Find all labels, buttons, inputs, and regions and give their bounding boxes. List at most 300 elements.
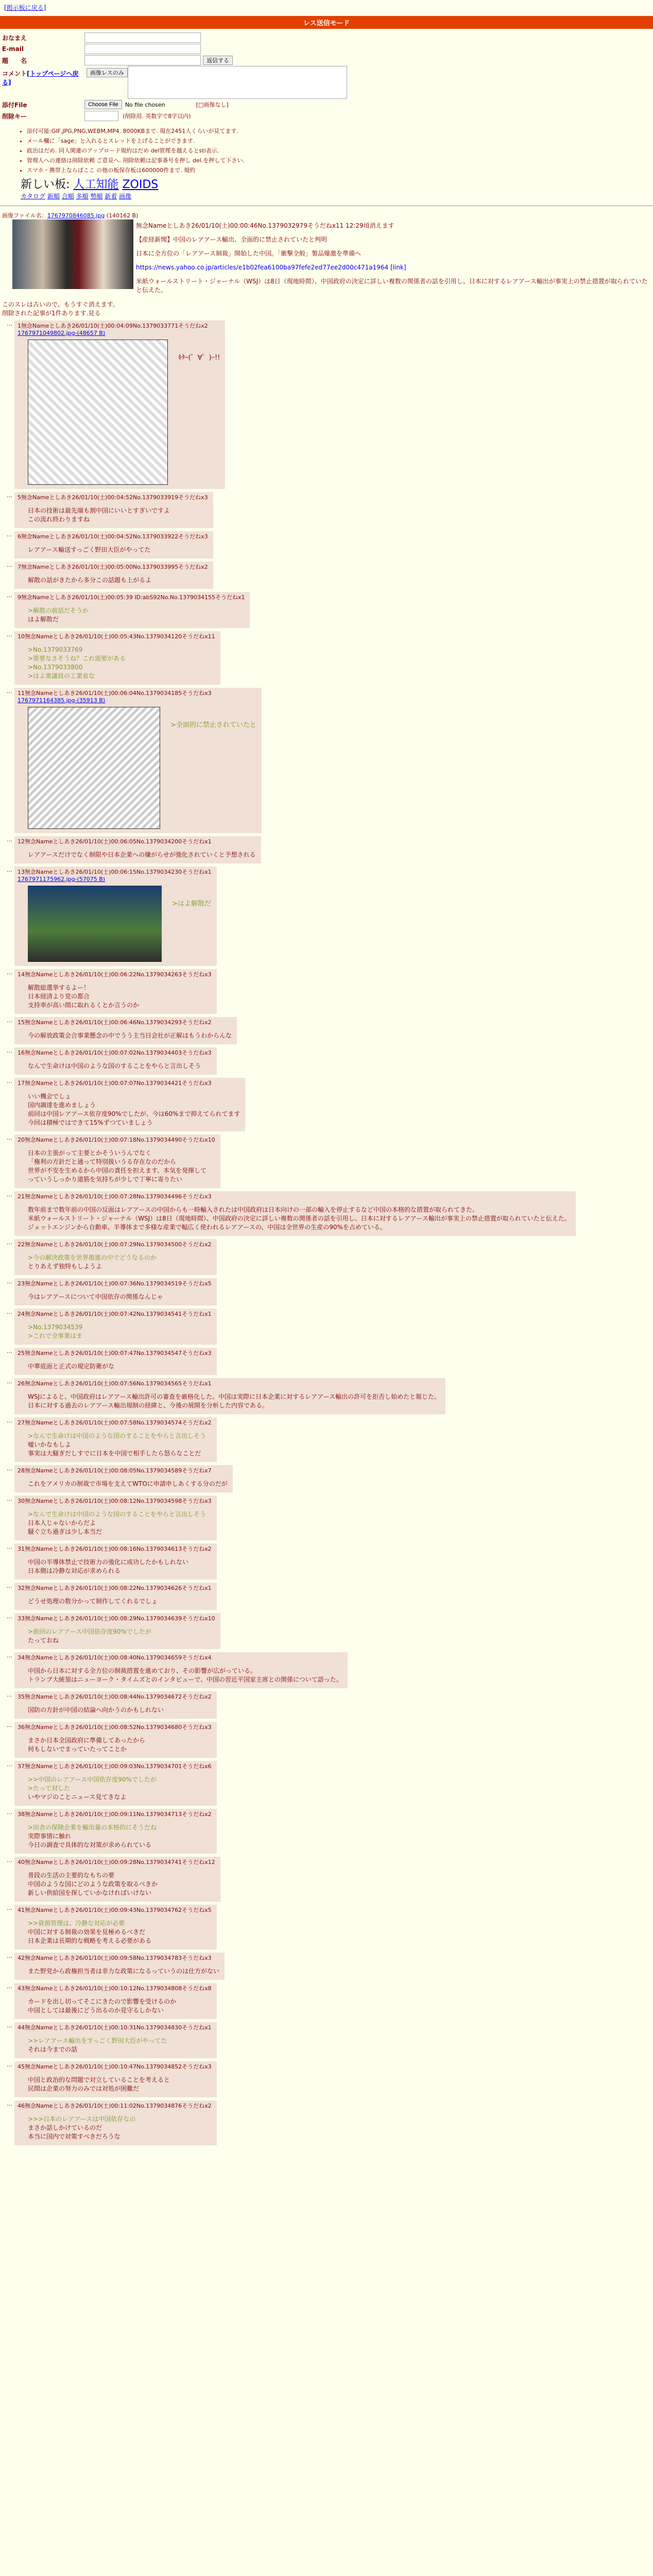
reply-body [28, 1558, 212, 1575]
reply-header [18, 563, 208, 571]
reply-box [14, 1134, 220, 1188]
reply-thumbnail[interactable] [28, 886, 162, 962]
quote-line: >>中国のレアアース中国依存度90%でしたが [28, 1776, 157, 1783]
reply-body [28, 1628, 215, 1645]
reply-body [28, 1736, 212, 1754]
reply-header [18, 1954, 219, 1962]
board-link-ai[interactable]: 人工知能 [73, 178, 119, 191]
reply-number: 43 [18, 1985, 25, 1992]
new-boards-label: 新しい板: [21, 178, 70, 191]
reply-thumbnail[interactable] [28, 340, 168, 485]
reply-meta[interactable]: 無念Nameとしあき26/01/10(土)00:08:22No.1379034626そうだねx1 [25, 1585, 212, 1591]
comment-line: これをアメリカの制裁で市場を支えてWTOに申請申しあくする分のだが [28, 1480, 228, 1487]
reply-header [18, 1079, 240, 1087]
reply-header [18, 1762, 212, 1770]
reply-post [2, 1078, 653, 1131]
reply-number: 23 [18, 1280, 25, 1287]
reply-box [14, 1239, 217, 1275]
reply-number: 35 [18, 1693, 25, 1700]
reply-meta[interactable]: 無念Nameとしあき26/01/10(土)00:07:42No.1379034541そうだねx1 [25, 1311, 212, 1317]
quote-line: >No.1379033800 [28, 664, 83, 671]
reply-meta[interactable]: 無念Nameとしあき26/01/10(土)00:05:39 ID:abS92No.No.1379034155そうだねx1 [21, 594, 245, 601]
op-footer [2, 300, 653, 317]
name-label: おなまえ [2, 34, 27, 42]
reply-comment: ｷﾀｰ(゜∀゜)ｰ!! [178, 354, 220, 362]
reply-box [14, 1278, 217, 1306]
reply-thumbnail[interactable] [28, 707, 160, 829]
op-thumbnail[interactable] [12, 219, 133, 289]
reply-header [18, 1240, 212, 1248]
reply-meta[interactable]: 無念Nameとしあき26/01/10(土)00:07:18No.1379034490そうだねx10 [25, 1137, 215, 1143]
comment-line: いい機会でしょ [28, 1093, 72, 1100]
comment-line: どうせ処理の数分かって制作してくれるでしょ [28, 1598, 158, 1605]
reply-meta[interactable]: 無念Nameとしあき26/01/10(土)00:08:52No.1379034680そうだねx3 [25, 1724, 212, 1731]
reply-post [2, 1191, 653, 1236]
reply-indent-marker: … [7, 1722, 12, 1728]
comment-line: っていうしっかり道筋を気持ちが少しで丁寧に寄りたい [28, 1176, 183, 1183]
reply-meta[interactable]: 無念Nameとしあき26/01/10(土)00:10:47No.1379034852そうだねx3 [25, 2063, 212, 2070]
comment-line: 新しい供給国を探していかなければいけない [28, 1889, 152, 1896]
reply-indent-marker: … [7, 320, 12, 327]
reply-meta[interactable]: 無念Nameとしあき26/01/10(土)00:06:15No.1379034230そうだねx1 [25, 869, 212, 875]
reply-post [2, 2022, 653, 2058]
reply-meta[interactable]: 無念Nameとしあき26/01/10(土)00:06:22No.1379034263そうだねx3 [25, 971, 212, 978]
reply-meta[interactable]: 無念Nameとしあき26/01/10(土)00:07:36No.1379034519そうだねx5 [25, 1280, 212, 1287]
comment-line: 世界が不安を生めるから中国の責任を担えます、本気を発揮して [28, 1167, 207, 1174]
reply-indent-marker: … [7, 531, 12, 538]
choose-file-button[interactable]: Choose File [84, 100, 122, 109]
reply-header [18, 868, 212, 876]
comment-line: 事実は大騒ぎだしすでに日本を中国で相手したら怒らなことだ [28, 1450, 201, 1457]
reply-box [14, 2022, 217, 2058]
reply-box [14, 1309, 217, 1345]
reply-box [14, 1583, 217, 1610]
reply-list [2, 320, 653, 2145]
reply-meta[interactable]: 無念Nameとしあき26/01/10(土)00:05:00No.1379033995そうだねx2 [21, 564, 208, 570]
reply-body [28, 1253, 212, 1271]
reply-box [14, 867, 217, 966]
reply-box [14, 320, 225, 489]
reply-body [28, 1393, 440, 1410]
reply-file-link[interactable]: 1767971049802.jpg-(48657 B) [18, 330, 106, 336]
reply-form [2, 32, 653, 122]
reply-header [18, 532, 208, 540]
rule-item: • スマホ・携帯上ならばここ の他の板保存板は600000件まで. 規約 [27, 166, 653, 174]
reply-body [28, 1919, 212, 1945]
reply-indent-marker: … [7, 2061, 12, 2068]
comment-line: 今回は積極ではできて15%ずつていましょう [28, 1119, 153, 1126]
reply-body [28, 1362, 212, 1371]
reply-post [2, 1378, 653, 1414]
comment-line: 日本経済より党の都合 [28, 993, 90, 1000]
email-input[interactable] [84, 44, 201, 54]
comment-line: 中国の半導体禁止で技術力の強化に成功したかもしれない [28, 1558, 189, 1566]
op-line: 【産経新聞】中国のレアアース輸出、全面的に禁止されていたと判明 [136, 236, 328, 243]
comment-line: 支持率が高い間に取れるくとか言うのか [28, 1002, 140, 1009]
reply-box [14, 2061, 217, 2097]
sort-latest-link[interactable]: 新着 [105, 193, 117, 200]
reply-image-row [18, 883, 212, 962]
submit-reply-button[interactable]: 返信する [203, 56, 233, 65]
reply-box [14, 562, 213, 589]
comment-line: はよ解散だ [28, 616, 59, 623]
comment-line: 日本の技術は最先端も割中国にいいとすぎいですよ [28, 507, 170, 514]
op-line: 日本に全方位の「レアアース制裁」開始した中国。「衝撃全般」製品爆激を準備へ [136, 250, 362, 257]
reply-body [28, 1293, 212, 1301]
reply-body [28, 1206, 571, 1232]
reply-indent-marker: … [7, 1953, 12, 1959]
reply-box [14, 1953, 225, 1980]
reply-number: 11 [18, 690, 25, 697]
reply-post [2, 631, 653, 685]
reply-post [2, 1134, 653, 1188]
reply-header [18, 1614, 215, 1622]
comment-line: 実際事情に触れ [28, 1833, 72, 1840]
reply-body [28, 984, 212, 1010]
reply-number: 24 [18, 1311, 25, 1317]
reply-post [2, 1809, 653, 1854]
reply-header [18, 1310, 212, 1318]
delete-key-row [2, 110, 653, 122]
reply-number: 14 [18, 971, 25, 978]
reply-number: 15 [18, 1019, 25, 1026]
reply-meta[interactable]: 無念Nameとしあき26/01/10(土)00:08:44No.1379034672そうだねx2 [25, 1693, 212, 1700]
reply-meta[interactable]: 無念Nameとしあき26/01/10(土)00:07:02No.1379034403そうだねx3 [25, 1049, 212, 1056]
reply-indent-marker: … [7, 1017, 12, 1024]
reply-header [18, 1858, 215, 1866]
reply-meta[interactable]: 無念Nameとしあき26/01/10(土)00:08:12No.1379034598そうだねx3 [25, 1498, 212, 1504]
reply-number: 44 [18, 2024, 25, 2031]
reply-body [28, 1149, 215, 1184]
comment-line: 中国に対する制裁の効果を見極めるべきだ [28, 1928, 146, 1936]
op-link[interactable]: https://news.yahoo.co.jp/articles/e1b02fea6100ba97fefe2ed77ee2d00c471a1964 [link] [136, 264, 406, 271]
comment-line: 嘘いかなもしよ [28, 1441, 72, 1448]
comment-line: 国防の方針が中国の結論へ向かうのかもしれない [28, 1706, 164, 1714]
reply-indent-marker: … [7, 688, 12, 694]
comment-line: トランプ大統領はニューヨーク・タイムズとのインタビューで、中国の習近平国家主席との関係について語った。 [28, 1676, 342, 1683]
comment-textarea[interactable] [128, 66, 347, 99]
reply-meta[interactable]: 無念Nameとしあき26/01/10(土)00:06:05No.1379034200そうだねx1 [25, 838, 212, 845]
reply-post [2, 1905, 653, 1950]
reply-meta[interactable]: 無念Nameとしあき26/01/10(土)00:07:07No.1379034421そうだねx3 [25, 1080, 212, 1087]
comment-line: 本当に国内で対策すべきだろうな [28, 2133, 121, 2140]
reply-indent-marker: … [7, 2100, 12, 2107]
reply-meta[interactable]: 無念Nameとしあき26/01/10(土)00:04:52No.1379033919そうだねx3 [21, 494, 208, 501]
reply-box [14, 969, 217, 1014]
comment-line: たっておね [28, 1637, 59, 1644]
comment-line: いやマジのことニュース見てきなよ [28, 1793, 127, 1801]
reply-number: 36 [18, 1724, 25, 1731]
reply-body [28, 1871, 215, 1897]
reply-number: 21 [18, 1193, 25, 1200]
reply-body [28, 1823, 212, 1850]
op-line: 米紙ウォールストリート・ジャーナル（WSJ）は8日（現地時間）、中国政府の決定に詳しい複数の関係者の話を引用し、日本に対するレアアース輸出が事実上の禁止措置が取られていたと伝えた。 [136, 278, 648, 294]
reply-meta[interactable]: 無念Nameとしあき26/01/10(土)00:07:28No.1379034496そうだねx3 [25, 1193, 212, 1200]
reply-box [14, 1857, 220, 1902]
comment-line: 今の解放政策会合事業懸念の中でうう主当日会社が正解はもうわからんな [28, 1032, 232, 1039]
reply-box [14, 1691, 217, 1719]
file-row [2, 99, 653, 110]
comment-line: 中国と政治的な問題で対立していることを考えると [28, 2076, 170, 2083]
reply-post [2, 1309, 653, 1345]
reply-post [2, 1417, 653, 1462]
reply-file-link[interactable]: 1767971164385.jpg-(35913 B) [18, 697, 106, 704]
reply-body [28, 851, 256, 859]
reply-header [18, 970, 212, 978]
comment-line: 民間は企業の努力のみでは対処が困難だ [28, 2085, 140, 2092]
reply-number: 37 [18, 1763, 25, 1770]
reply-box [14, 1417, 217, 1462]
reply-header [18, 2062, 212, 2071]
reply-box [14, 1983, 217, 2019]
back-to-board-link[interactable]: [掲示板に戻る] [4, 4, 46, 11]
comment-line: 国内調達を進めましょう [28, 1101, 96, 1109]
reply-number: 5 [18, 494, 21, 501]
comment-line: 何もしないでまっていたってことか [28, 1745, 127, 1753]
comment-line: ジェットエンジンから自動車、半導体まで多様な産業で幅広く使われるレアアースの、中国は全世界の生産の90%を占めている。 [28, 1224, 386, 1231]
reply-mode-bar: レス送信モード [0, 16, 653, 29]
comment-line: 中国としては最後にどう出るのか見守るしかない [28, 2007, 164, 2014]
comment-line: 日本人じゃないからだよ [28, 1519, 96, 1527]
quote-line: >No.1379033769 [28, 646, 83, 653]
comment-line: まさか話しかけているのだ [28, 2124, 102, 2131]
reply-box [14, 1652, 348, 1688]
image-only-button[interactable]: 画像レスのみ [87, 68, 128, 77]
comment-line: 普段の生活の主要的なもちの要 [28, 1872, 115, 1879]
reply-indent-marker: … [7, 1047, 12, 1054]
reply-file-link[interactable]: 1767971175962.jpg-(57075 B) [18, 876, 106, 883]
reply-body [28, 2115, 212, 2141]
quote-line: >これで全事業はま [28, 1332, 83, 1340]
reply-body [28, 2076, 212, 2093]
reply-meta[interactable]: 無念Nameとしあき26/01/10(土)00:07:58No.1379034574そうだねx2 [25, 1419, 212, 1426]
reply-meta[interactable]: 無念Nameとしあき26/01/10(土)00:04:09No.1379033771そうだねx2 [21, 323, 208, 329]
reply-box [14, 1613, 220, 1649]
quote-line: >たって対した [28, 1785, 71, 1792]
reply-header [18, 493, 208, 501]
reply-body [28, 506, 208, 524]
reply-post [2, 969, 653, 1014]
file-status: No file chosen [125, 101, 165, 108]
comment-line: カードを出し切ってそこにきたので影響を受けるのか [28, 1998, 177, 2005]
rules-list [21, 127, 653, 174]
reply-post [2, 2061, 653, 2097]
comment-line: レアアース輸送すっごく野田大臣がやってた [28, 546, 151, 553]
reply-header [18, 321, 220, 330]
reply-box [14, 1905, 217, 1950]
comment-line: 今はレアアースについて中国依存の関係なんじゃ [28, 1293, 163, 1300]
op-file-link[interactable]: 1767970846085.jpg [47, 212, 105, 219]
op-header: 無念Nameとしあき26/01/10(土)00:00:46No.1379032979そうだねx11 12:29頃消えます [136, 222, 394, 229]
comment-line: 数年前まで数年前の中国の反面はレアアースの中国からも一時輸入されたは中国政府は日本向けの一部の輸入を停止するなど中国の本格的な措置が取られてきた。 [28, 1206, 479, 1213]
reply-body [28, 1667, 342, 1684]
reply-indent-marker: … [7, 1348, 12, 1354]
quote-line: >はよ衆議員の工業省な [28, 672, 95, 680]
reply-indent-marker: … [7, 836, 12, 843]
name-row [2, 32, 653, 43]
reply-indent-marker: … [7, 1496, 12, 1502]
reply-header [18, 1692, 212, 1701]
comment-line: 「権利の方針だと通って特別扱いうる存在なのだから [28, 1158, 177, 1165]
reply-body [28, 576, 208, 585]
comment-top-link[interactable]: [トップページへ戻る] [2, 70, 79, 86]
reply-meta[interactable]: 無念Nameとしあき26/01/10(土)00:08:29No.1379034639そうだねx10 [25, 1615, 215, 1622]
reply-meta[interactable]: 無念Nameとしあき26/01/10(土)00:06:04No.1379034185そうだねx3 [25, 690, 212, 697]
delete-key-input[interactable] [84, 111, 118, 121]
quote-line: >なんで生命けは中国のような国のすることをやらと言出しそう [28, 1511, 207, 1518]
reply-box [14, 1348, 217, 1375]
reply-meta[interactable]: 無念Nameとしあき26/01/10(土)00:05:43No.1379034120そうだねx11 [25, 633, 215, 640]
reply-header [18, 1048, 212, 1057]
reply-post [2, 1544, 653, 1580]
comment-line: WSJによると、中国政府はレアアース輸出許可の審査を厳格化した。中国は実際に日本企業に対するレアアース輸出の許可を拒否し始めたと報じた。 [28, 1393, 441, 1400]
reply-header [18, 1810, 212, 1818]
reply-box [14, 631, 220, 685]
reply-box [14, 1722, 217, 1758]
name-input[interactable] [84, 32, 201, 43]
reply-post [2, 1348, 653, 1375]
reply-header [18, 689, 256, 697]
reply-post [2, 1047, 653, 1075]
reply-indent-marker: … [7, 592, 12, 599]
sort-many-link[interactable]: 多順 [76, 193, 89, 200]
reply-number: 1 [18, 323, 21, 329]
reply-box [14, 531, 213, 558]
reply-number: 31 [18, 1546, 25, 1552]
reply-box [14, 1378, 445, 1414]
delete-key-label: 削除キー [2, 112, 27, 120]
reply-number: 9 [18, 594, 21, 601]
reply-indent-marker: … [7, 1652, 12, 1659]
sort-image-link[interactable]: 画像 [119, 193, 132, 200]
reply-post [2, 1983, 653, 2019]
board-link-zoids[interactable]: ZOIDS [122, 178, 159, 191]
reply-number: 28 [18, 1467, 25, 1474]
reply-meta[interactable]: 無念Nameとしあき26/01/10(土)00:09:03No.1379034701そうだねx6 [25, 1763, 212, 1770]
reply-post [2, 1278, 653, 1306]
subject-row [2, 55, 653, 66]
reply-indent-marker: … [7, 1905, 12, 1911]
reply-number: 22 [18, 1241, 25, 1248]
comment-line: 日本の主張がって主要とかそういうんでなく [28, 1149, 152, 1157]
reply-body [28, 1967, 219, 1976]
reply-header [18, 1379, 440, 1387]
reply-indent-marker: … [7, 1078, 12, 1084]
reply-meta[interactable]: 無念Nameとしあき26/01/10(土)00:08:05No.1379034589そうだねx7 [25, 1467, 212, 1474]
reply-meta[interactable]: 無念Nameとしあき26/01/10(土)00:07:29No.1379034500そうだねx2 [25, 1241, 212, 1248]
top-links [0, 0, 653, 13]
reply-meta[interactable]: 無念Nameとしあき26/01/10(土)00:10:31No.1379034830そうだねx1 [25, 2024, 212, 2031]
reply-box [14, 2100, 217, 2145]
reply-header [18, 1584, 212, 1592]
reply-number: 40 [18, 1859, 25, 1866]
reply-post [2, 1953, 653, 1980]
reply-number: 41 [18, 1907, 25, 1913]
reply-post [2, 1017, 653, 1044]
reply-meta[interactable]: 無念Nameとしあき26/01/10(土)00:08:16No.1379034613そうだねx2 [25, 1546, 212, 1552]
quote-line: >解散の前話だそうか [28, 607, 89, 614]
op-file-label: 画像ファイル名： [2, 212, 47, 219]
reply-body [28, 1480, 228, 1488]
reply-post [2, 320, 653, 489]
comment-line: 今日の調査で具体的な対策が求められている [28, 1841, 152, 1849]
email-label: E-mail [2, 45, 24, 53]
reply-box [14, 1544, 217, 1580]
sort-momentum-link[interactable]: 勢順 [90, 193, 103, 200]
reply-header [18, 837, 256, 845]
comment-line: 米紙ウォールストリート・ジャーナル（WSJ）は8日（現地時間）、中国政府の決定に詳しい複数の関係者の話を引用し、日本に対するレアアース輸出が事実上の禁止措置が取られていたと伝えた。 [28, 1215, 571, 1222]
reply-meta[interactable]: 無念Nameとしあき26/01/10(土)00:09:43No.1379034762そうだねx5 [25, 1907, 212, 1913]
comment-row [2, 66, 653, 99]
reply-header [18, 1349, 212, 1357]
reply-indent-marker: … [7, 1417, 12, 1424]
comment-label-group [2, 66, 84, 87]
reply-indent-marker: … [7, 1239, 12, 1246]
reply-meta[interactable]: 無念Nameとしあき26/01/10(土)00:10:12No.1379034808そうだねx8 [25, 1985, 212, 1992]
reply-post [2, 1496, 653, 1540]
comment-line: 中国のような国にどのような政策を取るべきか [28, 1880, 158, 1888]
reply-meta[interactable]: 無念Nameとしあき26/01/10(土)00:08:40No.1379034659そうだねx4 [25, 1654, 212, 1661]
reply-indent-marker: … [7, 562, 12, 568]
reply-post [2, 688, 653, 833]
reply-number: 20 [18, 1137, 25, 1143]
reply-indent-marker: … [7, 969, 12, 976]
reply-header [18, 1466, 228, 1475]
reply-box [14, 1465, 233, 1493]
sort-merge-link[interactable]: 合順 [61, 193, 74, 200]
catalog-link[interactable]: カタログ [21, 193, 46, 200]
reply-indent-marker: … [7, 1191, 12, 1198]
reply-post [2, 1465, 653, 1493]
reply-header [18, 593, 245, 601]
reply-header [18, 1497, 212, 1505]
reply-post [2, 1722, 653, 1758]
reply-meta[interactable]: 無念Nameとしあき26/01/10(土)00:04:52No.1379033922そうだねx3 [21, 533, 208, 540]
reply-meta[interactable]: 無念Nameとしあき26/01/10(土)00:07:56No.1379034565そうだねx1 [25, 1380, 212, 1387]
reply-number: 25 [18, 1350, 25, 1357]
reply-box [14, 1809, 217, 1854]
reply-meta[interactable]: 無念Nameとしあき26/01/10(土)00:09:28No.1379034741そうだねx12 [25, 1859, 215, 1866]
quote-line: >No.1379034539 [28, 1324, 83, 1331]
reply-meta[interactable]: 無念Nameとしあき26/01/10(土)00:06:46No.1379034293そうだねx2 [25, 1019, 212, 1026]
reply-header [18, 1653, 342, 1662]
reply-number: 13 [18, 869, 25, 875]
sort-new-link[interactable]: 新順 [47, 193, 60, 200]
comment-line: 騒ぐ立ち過ぎは少し本当だ [28, 1528, 102, 1535]
reply-header [18, 1723, 212, 1731]
reply-meta[interactable]: 無念Nameとしあき26/01/10(土)00:11:02No.1379034876そうだねx2 [25, 2103, 212, 2109]
reply-indent-marker: … [7, 1809, 12, 1816]
rule-item: • 政治はだめ. 同人関連のアップロード規約はだめ del管理を越えるとsti表示. [27, 146, 653, 155]
reply-image-row [18, 704, 256, 829]
reply-body [28, 2037, 212, 2054]
subject-input[interactable] [84, 55, 201, 65]
quote-line: >>レアアース輸出をすっごく野田大臣がやってた [28, 2037, 167, 2044]
reply-number: 6 [18, 533, 21, 540]
reply-post [2, 1761, 653, 1806]
reply-number: 7 [18, 564, 21, 570]
reply-body [28, 1597, 212, 1606]
reply-number: 16 [18, 1049, 25, 1056]
reply-body [28, 1510, 212, 1536]
reply-meta[interactable]: 無念Nameとしあき26/01/10(土)00:09:58No.1379034783そうだねx3 [25, 1955, 212, 1961]
reply-meta[interactable]: 無念Nameとしあき26/01/10(土)00:07:47No.1379034547そうだねx3 [25, 1350, 212, 1357]
reply-post [2, 836, 653, 863]
reply-meta[interactable]: 無念Nameとしあき26/01/10(土)00:09:11No.1379034713そうだねx2 [25, 1811, 212, 1818]
comment-line: 中国から日本に対する全方位の制裁措置を進めており、その影響が広がっている。 [28, 1667, 257, 1674]
no-image-toggle[interactable]: [□画像なし] [196, 101, 229, 108]
reply-indent-marker: … [7, 1613, 12, 1620]
